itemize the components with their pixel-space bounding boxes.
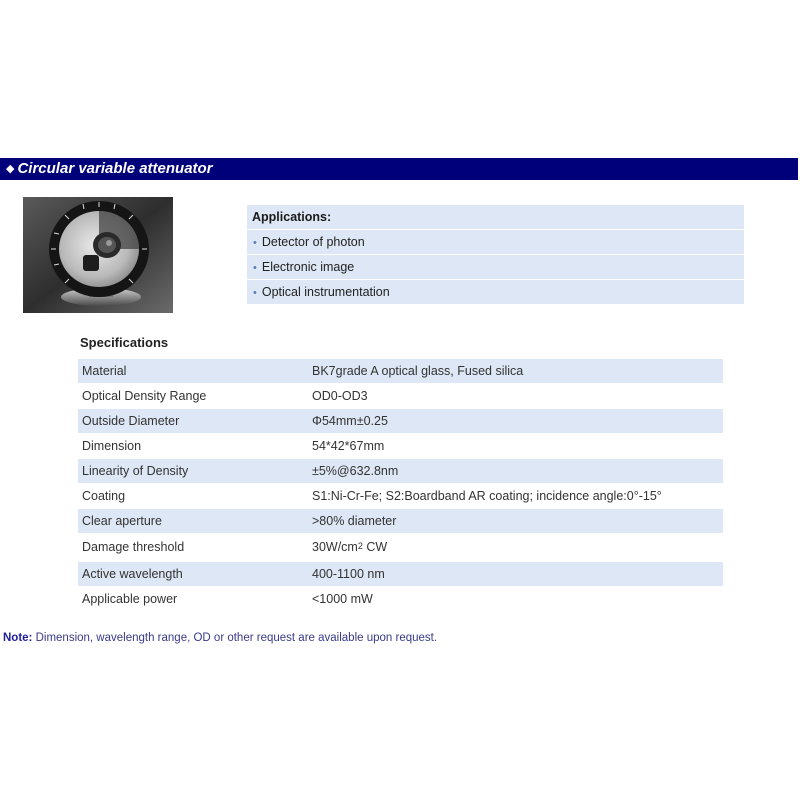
spec-row-material: [78, 359, 723, 383]
bullet-icon: •: [253, 287, 257, 299]
product-photo: [23, 197, 173, 313]
application-item: • Optical instrumentation: [247, 280, 744, 304]
spec-value: >80% diameter: [312, 514, 397, 528]
spec-label: Clear aperture: [82, 514, 162, 528]
spec-label: Active wavelength: [82, 567, 183, 581]
spec-row-outside-diameter: [78, 409, 723, 433]
spec-label: Linearity of Density: [82, 464, 189, 478]
attenuator-image: [23, 197, 173, 313]
applications-table: [247, 205, 744, 305]
spec-label: Optical Density Range: [82, 389, 207, 403]
spec-row-coating: [78, 484, 723, 508]
spec-value: OD0-OD3: [312, 389, 368, 403]
spec-row-optical-density: [78, 384, 723, 408]
applications-heading: Applications:: [247, 205, 744, 229]
spec-value: BK7grade A optical glass, Fused silica: [312, 364, 524, 378]
bullet-icon: •: [253, 262, 257, 274]
spec-row-applicable-power: [78, 587, 723, 611]
note-text: Dimension, wavelength range, OD or other request are available upon request.: [32, 632, 438, 644]
spec-label: Damage threshold: [82, 540, 185, 554]
spec-label: Outside Diameter: [82, 414, 180, 428]
spec-value: ±5%@632.8nm: [312, 464, 399, 478]
specifications-heading: Specifications: [80, 335, 169, 350]
specifications-table: [78, 359, 723, 612]
diamond-icon: ◆: [6, 163, 15, 175]
note-label: Note:: [3, 632, 33, 644]
spec-row-dimension: [78, 434, 723, 458]
spec-row-active-wavelength: [78, 562, 723, 586]
bullet-icon: •: [253, 237, 257, 249]
spec-value: $30W/cm^2$ CW: [312, 540, 388, 554]
spec-value: Φ54mm±0.25: [312, 414, 388, 428]
application-item: • Electronic image: [247, 255, 744, 279]
spec-value: 54*42*67mm: [312, 439, 385, 453]
note: [3, 632, 437, 644]
spec-row-damage-threshold: [78, 534, 723, 561]
section-title-bar: [0, 158, 798, 180]
spec-value: 400-1100 nm: [312, 567, 385, 581]
spec-row-linearity: [78, 459, 723, 483]
spec-value: S1:Ni-Cr-Fe; S2:Boardband AR coating; incidence angle:0°-15°: [312, 489, 662, 503]
application-item: • Detector of photon: [247, 230, 744, 254]
spec-row-clear-aperture: [78, 509, 723, 533]
spec-value: <1000 mW: [312, 592, 373, 606]
spec-label: Material: [82, 364, 127, 378]
section-title: Circular variable attenuator: [17, 160, 213, 177]
spec-label: Dimension: [82, 439, 142, 453]
spec-label: Applicable power: [82, 592, 178, 606]
spec-label: Coating: [82, 489, 126, 503]
